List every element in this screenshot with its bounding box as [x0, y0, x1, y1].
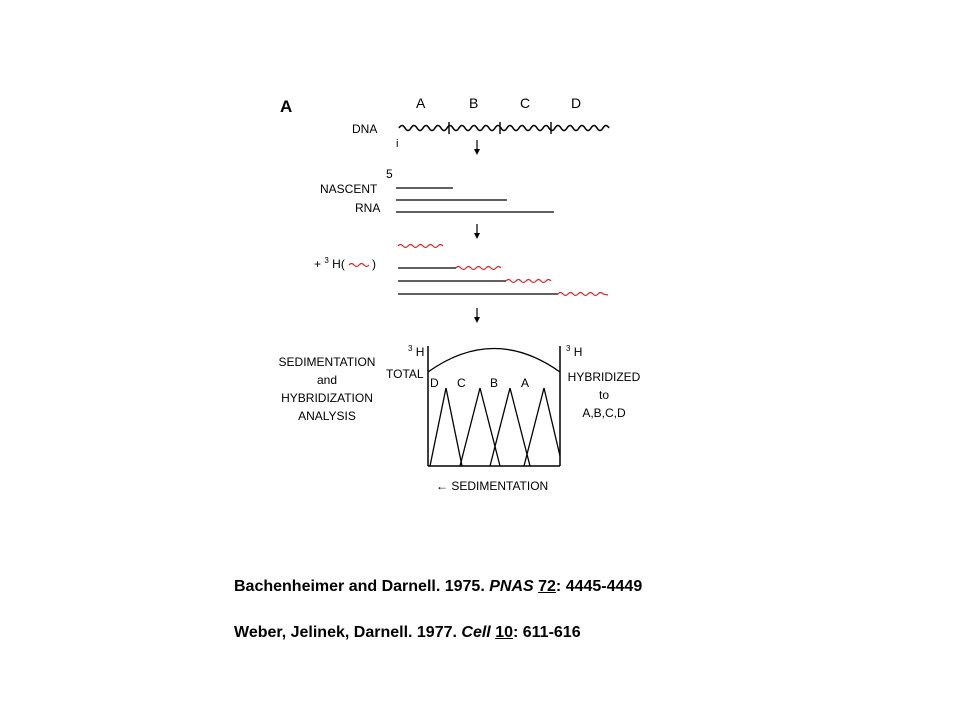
total-label-text: TOTAL [386, 367, 424, 381]
peak-a [524, 388, 560, 466]
reference-1-authors: Bachenheimer and Darnell. 1975. [234, 578, 490, 595]
segment-label-b: B [469, 95, 479, 111]
dna-label: DNA [352, 122, 378, 136]
sed-label-line4: ANALYSIS [298, 409, 356, 423]
reference-1-journal: PNAS [489, 578, 534, 595]
segment-label-d: D [571, 95, 582, 111]
down-arrow-icon [474, 308, 480, 323]
peak-label-b: B [490, 376, 499, 390]
total-label-3h: $^3$ H [408, 344, 425, 359]
label-close: ) [372, 257, 376, 271]
peak-b [490, 388, 530, 466]
sedimentation-axis-label: ← SEDIMENTATION [436, 479, 549, 493]
labeled-rna-3-red [506, 280, 551, 283]
reference-2-authors: Weber, Jelinek, Darnell. 1977. [234, 624, 462, 641]
nascent-label-line2: RNA [355, 201, 381, 215]
label-wave-icon [349, 264, 369, 267]
labeled-rna-1-red [398, 245, 443, 248]
labeled-rna-2-red [456, 267, 501, 270]
reference-2 [234, 624, 581, 642]
labeled-rna-4-red [558, 293, 608, 296]
initiation-mark: i [396, 138, 399, 150]
down-arrow-icon [474, 224, 480, 239]
sed-label-line2: and [316, 373, 338, 387]
peak-d [430, 388, 462, 466]
reference-1 [234, 578, 642, 596]
down-arrow-icon [474, 140, 480, 155]
hyb-label-3h: $^3$ H [566, 344, 583, 359]
total-profile-curve [428, 349, 560, 373]
hyb-label-line2: to [598, 388, 610, 402]
sed-label-line1: SEDIMENTATION [278, 355, 376, 369]
nascent-label-line1: NASCENT [320, 182, 378, 196]
reference-2-volume: 10 [495, 624, 513, 641]
peak-label-a: A [521, 376, 530, 390]
reference-2-pages: : 611-616 [512, 624, 581, 641]
reference-2-journal: Cell [461, 624, 491, 641]
hyb-label-line3: A,B,C,D [582, 406, 626, 420]
segment-label-a: A [416, 95, 426, 111]
dna-helix [399, 126, 609, 131]
five-prime-mark: 5 [386, 167, 393, 181]
hyb-label-line1: HYBRIDIZED [567, 370, 641, 384]
reference-1-pages: : 4445-4449 [555, 578, 643, 595]
panel-label: A [280, 97, 293, 116]
sed-label-line3: HYBRIDIZATION [281, 391, 373, 405]
label-reagent: + $^3$ H( [314, 256, 345, 271]
peak-c [460, 388, 500, 466]
peak-label-d: D [430, 376, 439, 390]
segment-label-c: C [520, 95, 531, 111]
reference-1-volume: 72 [538, 578, 556, 595]
peak-label-c: C [457, 376, 466, 390]
